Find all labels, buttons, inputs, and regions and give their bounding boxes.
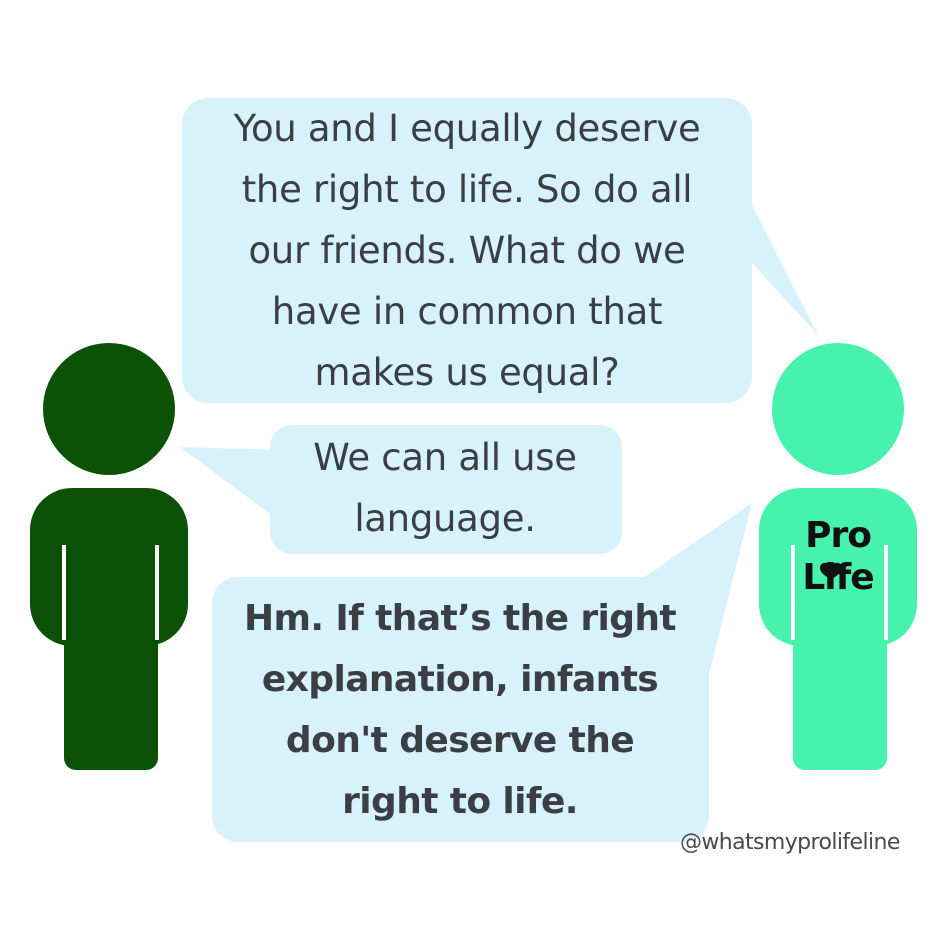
person-icon (43, 343, 175, 475)
speech-line: We can all use (313, 436, 577, 479)
speech-text-right-top (182, 98, 752, 403)
speech-line: makes us equal? (314, 351, 620, 394)
speech-text-left (270, 427, 620, 549)
speech-line: our friends. What do we (248, 229, 686, 272)
shirt-word: Life (802, 557, 874, 598)
speech-line: explanation, infants (261, 659, 659, 700)
speech-line: Hm. If that’s the right (243, 598, 677, 639)
shirt-word: Pro (805, 515, 871, 556)
speech-line: have in common that (271, 290, 663, 333)
speech-text-right-bottom (212, 588, 708, 832)
person-icon (772, 343, 904, 475)
speech-line: You and I equally deserve (233, 107, 701, 150)
shirt-label (782, 515, 894, 599)
credit-handle: @whatsmyprolifeline (680, 830, 900, 855)
left-person (30, 343, 188, 770)
speech-line: the right to life. So do all (241, 168, 693, 211)
speech-line: don't deserve the (285, 720, 635, 761)
speech-line: right to life. (342, 781, 578, 822)
speech-line: language. (354, 497, 536, 540)
